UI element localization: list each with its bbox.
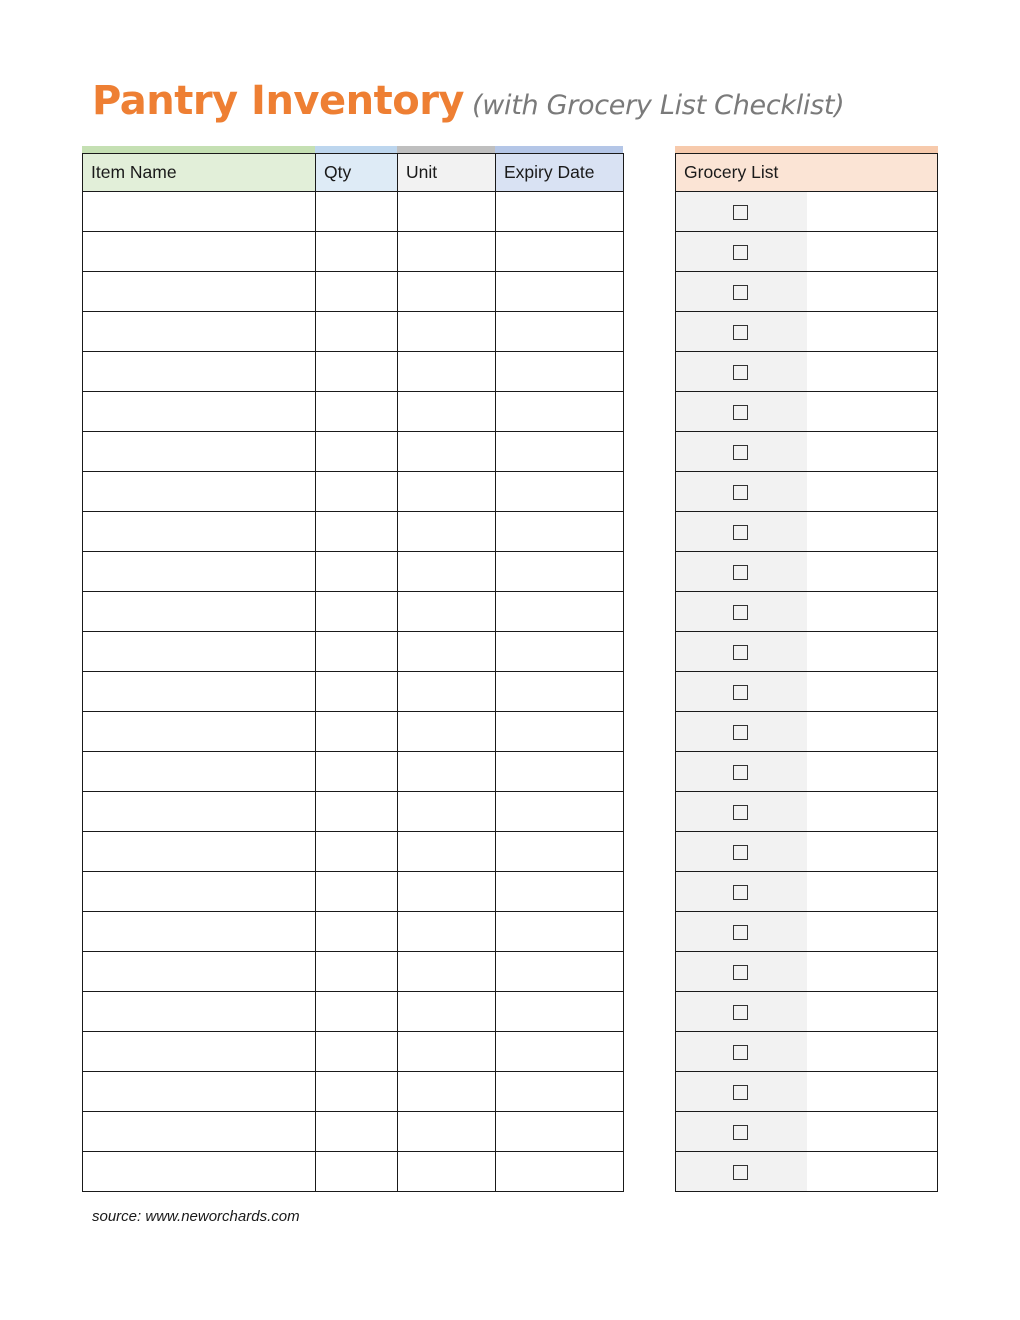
table-row xyxy=(83,192,624,232)
cell-expiry-date[interactable] xyxy=(496,312,624,352)
checkbox-cell xyxy=(676,592,807,632)
list-item xyxy=(676,712,938,752)
grocery-list-section xyxy=(675,146,938,1192)
cell-qty[interactable] xyxy=(316,512,398,552)
table-row xyxy=(83,512,624,552)
cell-expiry-date[interactable] xyxy=(496,752,624,792)
grocery-list-body xyxy=(676,192,938,1192)
cell-item-name[interactable] xyxy=(83,472,316,512)
cell-item-name[interactable] xyxy=(83,1072,316,1112)
checkbox-cell xyxy=(676,872,807,912)
table-row xyxy=(83,1032,624,1072)
cell-qty[interactable] xyxy=(316,712,398,752)
list-item xyxy=(676,1072,938,1112)
checkbox-cell xyxy=(676,992,807,1032)
cell-item-name[interactable] xyxy=(83,312,316,352)
source-note: source: www.neworchards.com xyxy=(92,1208,300,1225)
grocery-item-field[interactable] xyxy=(807,472,938,512)
cell-qty[interactable] xyxy=(316,352,398,392)
grocery-item-field[interactable] xyxy=(807,352,938,392)
cell-expiry-date[interactable] xyxy=(496,512,624,552)
cell-qty[interactable] xyxy=(316,1032,398,1072)
checkbox-icon[interactable] xyxy=(733,885,748,900)
list-item xyxy=(676,552,938,592)
checkbox-icon[interactable] xyxy=(733,1125,748,1140)
cell-expiry-date[interactable] xyxy=(496,472,624,512)
cell-qty[interactable] xyxy=(316,312,398,352)
checkbox-icon[interactable] xyxy=(733,365,748,380)
cell-qty[interactable] xyxy=(316,232,398,272)
table-row xyxy=(83,792,624,832)
table-row xyxy=(83,832,624,872)
list-item xyxy=(676,272,938,312)
cell-unit[interactable] xyxy=(398,472,496,512)
grocery-item-field[interactable] xyxy=(807,232,938,272)
checkbox-icon[interactable] xyxy=(733,1045,748,1060)
cell-expiry-date[interactable] xyxy=(496,232,624,272)
table-row xyxy=(83,912,624,952)
cell-unit[interactable] xyxy=(398,672,496,712)
table-row xyxy=(83,992,624,1032)
grocery-item-field[interactable] xyxy=(807,592,938,632)
checkbox-cell xyxy=(676,512,807,552)
grocery-item-field[interactable] xyxy=(807,992,938,1032)
inventory-header-row xyxy=(83,154,624,192)
table-row xyxy=(83,352,624,392)
list-item xyxy=(676,592,938,632)
cell-unit[interactable] xyxy=(398,752,496,792)
cell-unit[interactable] xyxy=(398,952,496,992)
table-row xyxy=(83,472,624,512)
list-item xyxy=(676,952,938,992)
cell-item-name[interactable] xyxy=(83,792,316,832)
cell-unit[interactable] xyxy=(398,312,496,352)
checkbox-cell xyxy=(676,912,807,952)
cell-expiry-date[interactable] xyxy=(496,1112,624,1152)
grocery-item-field[interactable] xyxy=(807,672,938,712)
cell-expiry-date[interactable] xyxy=(496,1032,624,1072)
table-row xyxy=(83,392,624,432)
cell-qty[interactable] xyxy=(316,1072,398,1112)
checkbox-icon[interactable] xyxy=(733,805,748,820)
cell-unit[interactable] xyxy=(398,832,496,872)
cell-unit[interactable] xyxy=(398,232,496,272)
list-item xyxy=(676,792,938,832)
list-item xyxy=(676,1112,938,1152)
list-item xyxy=(676,632,938,672)
cell-expiry-date[interactable] xyxy=(496,872,624,912)
cell-item-name[interactable] xyxy=(83,832,316,872)
grocery-item-field[interactable] xyxy=(807,1112,938,1152)
column-header-qty: Qty xyxy=(316,154,398,192)
checkbox-icon[interactable] xyxy=(733,965,748,980)
grocery-header-row xyxy=(676,154,938,192)
checkbox-icon[interactable] xyxy=(733,725,748,740)
cell-item-name[interactable] xyxy=(83,752,316,792)
checkbox-icon[interactable] xyxy=(733,1005,748,1020)
grocery-item-field[interactable] xyxy=(807,192,938,232)
checkbox-cell xyxy=(676,392,807,432)
checkbox-cell xyxy=(676,1152,807,1192)
grocery-item-field[interactable] xyxy=(807,1072,938,1112)
grocery-item-field[interactable] xyxy=(807,792,938,832)
checkbox-icon[interactable] xyxy=(733,285,748,300)
cell-qty[interactable] xyxy=(316,552,398,592)
list-item xyxy=(676,432,938,472)
cell-item-name[interactable] xyxy=(83,872,316,912)
checkbox-cell xyxy=(676,1032,807,1072)
list-item xyxy=(676,992,938,1032)
checkbox-cell xyxy=(676,752,807,792)
checkbox-cell xyxy=(676,432,807,472)
grocery-item-field[interactable] xyxy=(807,1152,938,1192)
cell-item-name[interactable] xyxy=(83,272,316,312)
table-row xyxy=(83,592,624,632)
cell-qty[interactable] xyxy=(316,472,398,512)
checkbox-cell xyxy=(676,1112,807,1152)
cell-item-name[interactable] xyxy=(83,1152,316,1192)
grocery-item-field[interactable] xyxy=(807,752,938,792)
cell-unit[interactable] xyxy=(398,592,496,632)
list-item xyxy=(676,1152,938,1192)
cell-qty[interactable] xyxy=(316,832,398,872)
checkbox-icon[interactable] xyxy=(733,765,748,780)
cell-item-name[interactable] xyxy=(83,952,316,992)
list-item xyxy=(676,192,938,232)
cell-unit[interactable] xyxy=(398,512,496,552)
grocery-item-field[interactable] xyxy=(807,952,938,992)
cell-expiry-date[interactable] xyxy=(496,792,624,832)
grocery-item-field[interactable] xyxy=(807,712,938,752)
list-item xyxy=(676,1032,938,1072)
checkbox-icon[interactable] xyxy=(733,1165,748,1180)
table-row xyxy=(83,1112,624,1152)
grocery-item-field[interactable] xyxy=(807,872,938,912)
checkbox-cell xyxy=(676,672,807,712)
cell-expiry-date[interactable] xyxy=(496,992,624,1032)
cell-item-name[interactable] xyxy=(83,1112,316,1152)
cell-qty[interactable] xyxy=(316,592,398,632)
grocery-item-field[interactable] xyxy=(807,512,938,552)
list-item xyxy=(676,872,938,912)
inventory-table xyxy=(82,153,624,1192)
cell-item-name[interactable] xyxy=(83,552,316,592)
cell-unit[interactable] xyxy=(398,352,496,392)
column-header-item-name: Item Name xyxy=(83,154,316,192)
grocery-accent-bar xyxy=(675,146,938,153)
grocery-list-header: Grocery List xyxy=(676,154,938,192)
grocery-item-field[interactable] xyxy=(807,1032,938,1072)
cell-expiry-date[interactable] xyxy=(496,432,624,472)
accent-qty xyxy=(315,146,397,153)
cell-qty[interactable] xyxy=(316,672,398,712)
table-row xyxy=(83,432,624,472)
cell-expiry-date[interactable] xyxy=(496,672,624,712)
inventory-accent-bar xyxy=(82,146,623,153)
grocery-item-field[interactable] xyxy=(807,632,938,672)
cell-qty[interactable] xyxy=(316,912,398,952)
checkbox-icon[interactable] xyxy=(733,565,748,580)
checkbox-cell xyxy=(676,272,807,312)
cell-unit[interactable] xyxy=(398,552,496,592)
accent-expiry xyxy=(495,146,623,153)
page-title xyxy=(92,78,844,124)
cell-item-name[interactable] xyxy=(83,192,316,232)
cell-item-name[interactable] xyxy=(83,352,316,392)
cell-expiry-date[interactable] xyxy=(496,352,624,392)
list-item xyxy=(676,512,938,552)
cell-qty[interactable] xyxy=(316,1152,398,1192)
cell-qty[interactable] xyxy=(316,192,398,232)
checkbox-cell xyxy=(676,712,807,752)
table-row xyxy=(83,672,624,712)
cell-item-name[interactable] xyxy=(83,672,316,712)
checkbox-icon[interactable] xyxy=(733,525,748,540)
cell-qty[interactable] xyxy=(316,792,398,832)
list-item xyxy=(676,912,938,952)
checkbox-cell xyxy=(676,352,807,392)
cell-unit[interactable] xyxy=(398,1032,496,1072)
cell-expiry-date[interactable] xyxy=(496,952,624,992)
cell-unit[interactable] xyxy=(398,912,496,952)
accent-item-name xyxy=(82,146,315,153)
title-subtitle: (with Grocery List Checklist) xyxy=(472,90,845,121)
grocery-item-field[interactable] xyxy=(807,552,938,592)
cell-qty[interactable] xyxy=(316,872,398,912)
column-header-expiry-date: Expiry Date xyxy=(496,154,624,192)
list-item xyxy=(676,672,938,712)
checkbox-cell xyxy=(676,312,807,352)
grocery-item-field[interactable] xyxy=(807,832,938,872)
checkbox-icon[interactable] xyxy=(733,205,748,220)
cell-item-name[interactable] xyxy=(83,592,316,632)
cell-item-name[interactable] xyxy=(83,1032,316,1072)
accent-unit xyxy=(397,146,495,153)
cell-unit[interactable] xyxy=(398,632,496,672)
checkbox-cell xyxy=(676,832,807,872)
list-item xyxy=(676,752,938,792)
checkbox-cell xyxy=(676,472,807,512)
grocery-item-field[interactable] xyxy=(807,312,938,352)
cell-qty[interactable] xyxy=(316,952,398,992)
cell-expiry-date[interactable] xyxy=(496,912,624,952)
table-row xyxy=(83,632,624,672)
checkbox-icon[interactable] xyxy=(733,485,748,500)
cell-expiry-date[interactable] xyxy=(496,592,624,632)
cell-qty[interactable] xyxy=(316,1112,398,1152)
cell-unit[interactable] xyxy=(398,1152,496,1192)
table-row xyxy=(83,1152,624,1192)
table-row xyxy=(83,752,624,792)
checkbox-icon[interactable] xyxy=(733,325,748,340)
cell-unit[interactable] xyxy=(398,1112,496,1152)
grocery-item-field[interactable] xyxy=(807,272,938,312)
list-item xyxy=(676,392,938,432)
cell-unit[interactable] xyxy=(398,792,496,832)
table-row xyxy=(83,272,624,312)
table-row xyxy=(83,872,624,912)
cell-unit[interactable] xyxy=(398,1072,496,1112)
grocery-item-field[interactable] xyxy=(807,392,938,432)
checkbox-icon[interactable] xyxy=(733,605,748,620)
list-item xyxy=(676,232,938,272)
cell-item-name[interactable] xyxy=(83,512,316,552)
list-item xyxy=(676,312,938,352)
checkbox-icon[interactable] xyxy=(733,925,748,940)
cell-item-name[interactable] xyxy=(83,712,316,752)
checkbox-icon[interactable] xyxy=(733,1085,748,1100)
checkbox-cell xyxy=(676,792,807,832)
cell-unit[interactable] xyxy=(398,992,496,1032)
cell-unit[interactable] xyxy=(398,432,496,472)
checkbox-icon[interactable] xyxy=(733,405,748,420)
table-row xyxy=(83,232,624,272)
cell-qty[interactable] xyxy=(316,432,398,472)
column-header-unit: Unit xyxy=(398,154,496,192)
cell-expiry-date[interactable] xyxy=(496,392,624,432)
inventory-body xyxy=(83,192,624,1192)
cell-unit[interactable] xyxy=(398,872,496,912)
checkbox-cell xyxy=(676,952,807,992)
cell-unit[interactable] xyxy=(398,192,496,232)
cell-item-name[interactable] xyxy=(83,432,316,472)
cell-expiry-date[interactable] xyxy=(496,1072,624,1112)
cell-unit[interactable] xyxy=(398,392,496,432)
cell-item-name[interactable] xyxy=(83,232,316,272)
cell-item-name[interactable] xyxy=(83,912,316,952)
grocery-item-field[interactable] xyxy=(807,912,938,952)
table-row xyxy=(83,552,624,592)
table-row xyxy=(83,312,624,352)
table-row xyxy=(83,1072,624,1112)
checkbox-cell xyxy=(676,632,807,672)
cell-expiry-date[interactable] xyxy=(496,632,624,672)
list-item xyxy=(676,472,938,512)
cell-unit[interactable] xyxy=(398,272,496,312)
cell-expiry-date[interactable] xyxy=(496,192,624,232)
cell-expiry-date[interactable] xyxy=(496,832,624,872)
cell-qty[interactable] xyxy=(316,752,398,792)
cell-qty[interactable] xyxy=(316,632,398,672)
cell-expiry-date[interactable] xyxy=(496,712,624,752)
checkbox-icon[interactable] xyxy=(733,645,748,660)
cell-qty[interactable] xyxy=(316,392,398,432)
cell-qty[interactable] xyxy=(316,272,398,312)
cell-expiry-date[interactable] xyxy=(496,272,624,312)
checkbox-icon[interactable] xyxy=(733,245,748,260)
list-item xyxy=(676,832,938,872)
checkbox-cell xyxy=(676,192,807,232)
grocery-list-table xyxy=(675,153,938,1192)
checkbox-cell xyxy=(676,552,807,592)
table-row xyxy=(83,712,624,752)
table-row xyxy=(83,952,624,992)
checkbox-icon[interactable] xyxy=(733,445,748,460)
cell-expiry-date[interactable] xyxy=(496,552,624,592)
cell-item-name[interactable] xyxy=(83,392,316,432)
cell-item-name[interactable] xyxy=(83,992,316,1032)
list-item xyxy=(676,352,938,392)
cell-item-name[interactable] xyxy=(83,632,316,672)
checkbox-cell xyxy=(676,232,807,272)
cell-unit[interactable] xyxy=(398,712,496,752)
cell-qty[interactable] xyxy=(316,992,398,1032)
checkbox-cell xyxy=(676,1072,807,1112)
title-main: Pantry Inventory xyxy=(92,78,464,124)
cell-expiry-date[interactable] xyxy=(496,1152,624,1192)
grocery-item-field[interactable] xyxy=(807,432,938,472)
checkbox-icon[interactable] xyxy=(733,845,748,860)
inventory-table-section xyxy=(82,146,623,1192)
checkbox-icon[interactable] xyxy=(733,685,748,700)
